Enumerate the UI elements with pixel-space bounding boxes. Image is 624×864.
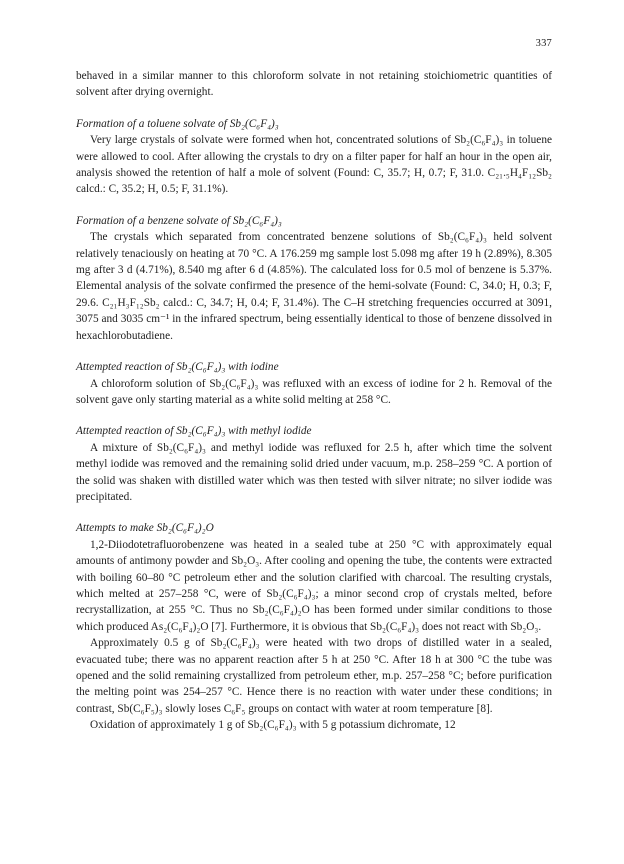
section-oxide-attempts: [76, 520, 552, 733]
section-paragraph: The crystals which separated from concentrated benzene solutions of Sb₂(C₆F₄)₃ held solvent relatively tenaciously on heating at 70 °C. A 176.259 mg sample lost 5.098 mg after 19 h (2.89%), 8.305 mg after 3 d (4.71%), 8.540 mg after 6 d (4.85%). The calculated loss for 0.5 mol of benzene is 5.37%. Elemental analysis of the solvate confirmed the presence of the hemi-solvate (Found: C, 34.0; H, 0.3; F, 29.6. C₂₁H₃F₁₂Sb₂ calcd.: C, 34.7; H, 0.4; F, 31.4%). The C–H stretching frequencies occurred at 3091, 3075 and 3035 cm⁻¹ in the infrared spectrum, being essentially identical to those of benzene dissolved in hexachlorobutadiene.: [76, 231, 552, 342]
section-heading: Attempted reaction of Sb₂(C₆F₄)₃ with methyl iodide: [76, 425, 312, 438]
journal-page: [76, 0, 552, 864]
section-heading: Formation of a toluene solvate of Sb₂(C₆F₄)₃: [76, 117, 279, 130]
section-paragraph: A mixture of Sb₂(C₆F₄)₃ and methyl iodide was refluxed for 2.5 h, after which time the solvent methyl iodide was removed and the remaining solid dried under vacuum, m.p. 258–259 °C. A portion of the solid was shaken with distilled water which was then tested with silver nitrate; no silver iodide was precipitated.: [76, 441, 552, 503]
section-heading: Attempts to make Sb₂(C₆F₄)₂O: [76, 522, 214, 535]
section-benzene-solvate: [76, 213, 552, 344]
article-body: [76, 68, 552, 734]
section-heading: Formation of a benzene solvate of Sb₂(C₆F₄)₃: [76, 214, 282, 227]
section-iodine-reaction: [76, 359, 552, 408]
section-paragraph: Very large crystals of solvate were formed when hot, concentrated solutions of Sb₂(C₆F₄)₃ in toluene were allowed to cool. After allowing the crystals to dry on a filter paper for half an hour in the open air, analysis showed the retention of half a mole of solvent (Found: C, 35.7; H, 0.7; F, 31.0. C₂₁.₅H₄F₁₂Sb₂ calcd.: C, 35.2; H, 0.5; F, 31.1%).: [76, 134, 552, 196]
page-number: 337: [535, 38, 552, 49]
section-paragraph: Approximately 0.5 g of Sb₂(C₆F₄)₃ were heated with two drops of distilled water in a sealed, evacuated tube; there was no apparent reaction after 5 h at 250 °C. After 18 h at 300 °C the tube was opened and the solid remaining crystallized from petroleum ether, m.p. 257–258 °C; before purification the melting point was 254–257 °C. Hence there is no reaction with water under these conditions; in contrast, Sb(C₆F₅)₃ slowly loses C₆F₅ groups on contact with water at room temperature [8].: [76, 637, 552, 715]
section-heading: Attempted reaction of Sb₂(C₆F₄)₃ with iodine: [76, 361, 279, 374]
opening-paragraph: behaved in a similar manner to this chloroform solvate in not retaining stoichiometric quantities of solvent after drying overnight.: [76, 70, 552, 99]
section-paragraph: Oxidation of approximately 1 g of Sb₂(C₆F₄)₃ with 5 g potassium dichromate, 12: [90, 719, 456, 732]
section-paragraph: A chloroform solution of Sb₂(C₆F₄)₃ was refluxed with an excess of iodine for 2 h. Removal of the solvent gave only starting material as a white solid melting at 258 °C.: [76, 377, 552, 406]
section-paragraph: 1,2-Diiodotetrafluorobenzene was heated in a sealed tube at 250 °C with approximately equal amounts of antimony powder and Sb₂O₃. After cooling and opening the tube, the contents were extracted with boiling 60–80 °C petroleum ether and the solution clarified with charcoal. The resulting crystals, which melted at 257–258 °C, were of Sb₂(C₆F₄)₃; a minor second crop of crystals melted, before recrystallization, at 255 °C. Thus no Sb₂(C₆F₄)₂O has been formed under similar conditions to those which produced As₂(C₆F₄)₂O [7]. Furthermore, it is obvious that Sb₂(C₆F₄)₃ does not react with Sb₂O₃.: [76, 538, 552, 633]
section-toluene-solvate: [76, 116, 552, 198]
section-methyl-iodide-reaction: [76, 423, 552, 505]
